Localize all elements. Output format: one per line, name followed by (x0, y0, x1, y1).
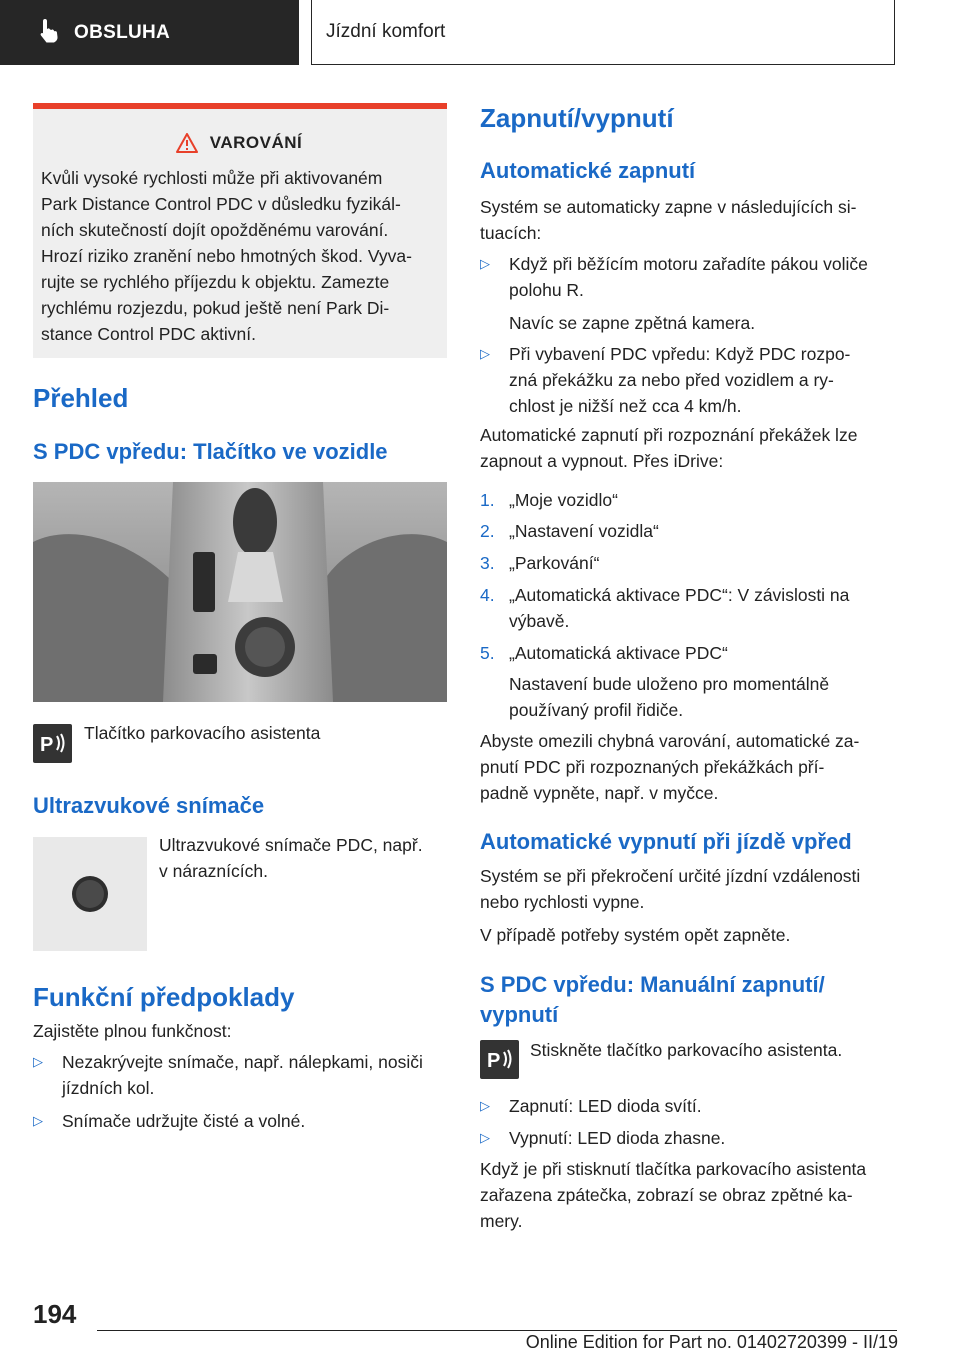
warning-line: ních skutečností dojít opožděnému varování. (41, 220, 389, 240)
step-item (480, 487, 900, 513)
overview-heading: Přehled (33, 383, 129, 413)
requirements-heading: Funkční předpoklady (33, 982, 295, 1012)
warning-line: Kvůli vysoké rychlosti může při aktivovaném (41, 168, 383, 188)
list-item-text: Vypnutí: LED dioda zhasne. (509, 1128, 726, 1148)
text-line: chlost je nižší než cca 4 km/h. (509, 396, 742, 416)
manual-heading (480, 970, 825, 1030)
step-text: „Moje vozidlo“ (509, 490, 618, 510)
warning-line: stance Control PDC aktivní. (41, 324, 256, 344)
list-item-text: Snímače udržujte čisté a volné. (62, 1111, 306, 1131)
warning-line: rujte se rychlého příjezdu k objektu. Zamezte (41, 272, 390, 292)
list-item-text: Zapnutí: LED dioda svítí. (509, 1096, 702, 1116)
step-item (480, 640, 900, 666)
list-item-text (62, 1049, 423, 1101)
warning-title: VAROVÁNÍ (209, 133, 303, 152)
step-text: „Nastavení vozidla“ (509, 521, 659, 541)
front-pdc-heading: S PDC vpředu: Tlačítko ve vozidle (33, 439, 388, 464)
text-line: tuacích: (480, 223, 542, 243)
text-line: jízdních kol. (62, 1078, 155, 1098)
text-line: nebo rychlosti vypne. (480, 892, 645, 912)
section-label: OBSLUHA (74, 21, 171, 43)
page-number: 194 (33, 1299, 77, 1329)
text-line: mery. (480, 1211, 523, 1231)
text-line: zná překážku za nebo před vozidlem a ry‐ (509, 370, 834, 390)
requirements-intro: Zajistěte plnou funkčnost: (33, 1021, 232, 1041)
warning-title-row (41, 133, 437, 153)
text-line: Když je při stisknutí tlačítka parkovacího asistenta (480, 1159, 867, 1179)
hand-pointer-icon (38, 17, 60, 48)
text-line: zařazena zpátečka, zobrazí se obraz zpětné ka‐ (480, 1185, 853, 1205)
warning-box (33, 103, 447, 358)
step-number: 1. (480, 490, 495, 510)
step-item (480, 518, 900, 544)
center-console-photo (33, 482, 447, 702)
sensors-text (159, 832, 449, 884)
step-number: 3. (480, 553, 495, 573)
text-line: Nezakrývejte snímače, např. nálepkami, nosiči (62, 1052, 423, 1072)
text-line: polohu R. (509, 280, 584, 300)
step-item (480, 550, 900, 576)
ultrasonic-sensor-image (33, 837, 147, 951)
bullet-subtext: Navíc se zapne zpětná kamera. (509, 313, 756, 333)
auto-on-heading: Automatické zapnutí (480, 158, 696, 183)
parking-assistant-button-icon (480, 1040, 519, 1079)
text-line: Systém se automaticky zapne v následujících si‐ (480, 197, 857, 217)
chapter-tab (311, 0, 895, 65)
bullet-marker: ▷ (480, 256, 490, 271)
svg-text:P: P (487, 1050, 501, 1072)
false-warning-text (480, 728, 859, 806)
onoff-heading: Zapnutí/vypnutí (480, 103, 674, 133)
step-item (480, 582, 900, 634)
bullet-marker: ▷ (33, 1054, 43, 1069)
step-number: 4. (480, 585, 495, 605)
manual-final-text (480, 1156, 866, 1234)
footer-divider (97, 1330, 897, 1331)
auto-on-text (480, 422, 857, 474)
text-line: Systém se při překročení určité jízdní vzdálenosti (480, 866, 861, 886)
text-line: padně vypněte, např. v myčce. (480, 783, 719, 803)
auto-off-text2: V případě potřeby systém opět zapněte. (480, 925, 791, 945)
step-subtext (509, 671, 829, 723)
text-line: S PDC vpředu: Manuální zapnutí/ (480, 972, 825, 997)
bullet-marker: ▷ (480, 346, 490, 361)
text-line: Při vybavení PDC vpředu: Když PDC rozpo‐ (509, 344, 851, 364)
list-item-text (509, 251, 868, 303)
manual-text: Stiskněte tlačítko parkovacího asistenta. (530, 1040, 843, 1060)
text-line: v náraznících. (159, 861, 268, 881)
auto-on-intro (480, 194, 856, 246)
bullet-marker: ▷ (480, 1130, 490, 1145)
text-line: zapnout a vypnout. Přes iDrive: (480, 451, 724, 471)
edition-note: Online Edition for Part no. 01402720399 - II/19 (525, 1332, 898, 1352)
warning-line: rychlému rozjezdu, pokud ještě není Park Di‐ (41, 298, 390, 318)
warning-text (41, 165, 437, 347)
chapter-label: Jízdní komfort (326, 21, 446, 42)
auto-off-heading: Automatické vypnutí při jízdě vpřed (480, 829, 852, 854)
text-line: vypnutí (480, 1002, 559, 1027)
text-line: Ultrazvukové snímače PDC, např. (159, 835, 423, 855)
step-text: „Parkování“ (509, 553, 600, 573)
button-caption: Tlačítko parkovacího asistenta (84, 723, 321, 743)
warning-triangle-icon (176, 133, 198, 153)
bullet-marker: ▷ (33, 1113, 43, 1128)
bullet-marker: ▷ (480, 1098, 490, 1113)
step-text: „Automatická aktivace PDC“ (509, 643, 728, 663)
step-number: 5. (480, 643, 495, 663)
parking-assistant-button-icon (33, 724, 72, 763)
warning-line: Hrozí riziko zranění nebo hmotných škod. Vyva‐ (41, 246, 412, 266)
text-line: výbavě. (509, 611, 570, 631)
sensors-heading: Ultrazvukové snímače (33, 793, 265, 818)
text-line: Nastavení bude uloženo pro momentálně (509, 674, 830, 694)
text-line: Když při běžícím motoru zařadíte pákou voliče (509, 254, 868, 274)
list-item-text (509, 341, 850, 419)
text-line: používaný profil řidiče. (509, 700, 684, 720)
warning-line: Park Distance Control PDC v důsledku fyzikál‐ (41, 194, 401, 214)
text-line: Automatické zapnutí při rozpoznání překážek lze (480, 425, 858, 445)
step-text (509, 582, 849, 634)
svg-text:P: P (40, 734, 54, 756)
text-line: Abyste omezili chybná varování, automatické za‐ (480, 731, 860, 751)
text-line: „Automatická aktivace PDC“: V závislosti na (509, 585, 850, 605)
section-tab (0, 0, 299, 65)
text-line: pnutí PDC při rozpoznaných překážkách pří‐ (480, 757, 825, 777)
step-number: 2. (480, 521, 495, 541)
auto-off-text (480, 863, 860, 915)
